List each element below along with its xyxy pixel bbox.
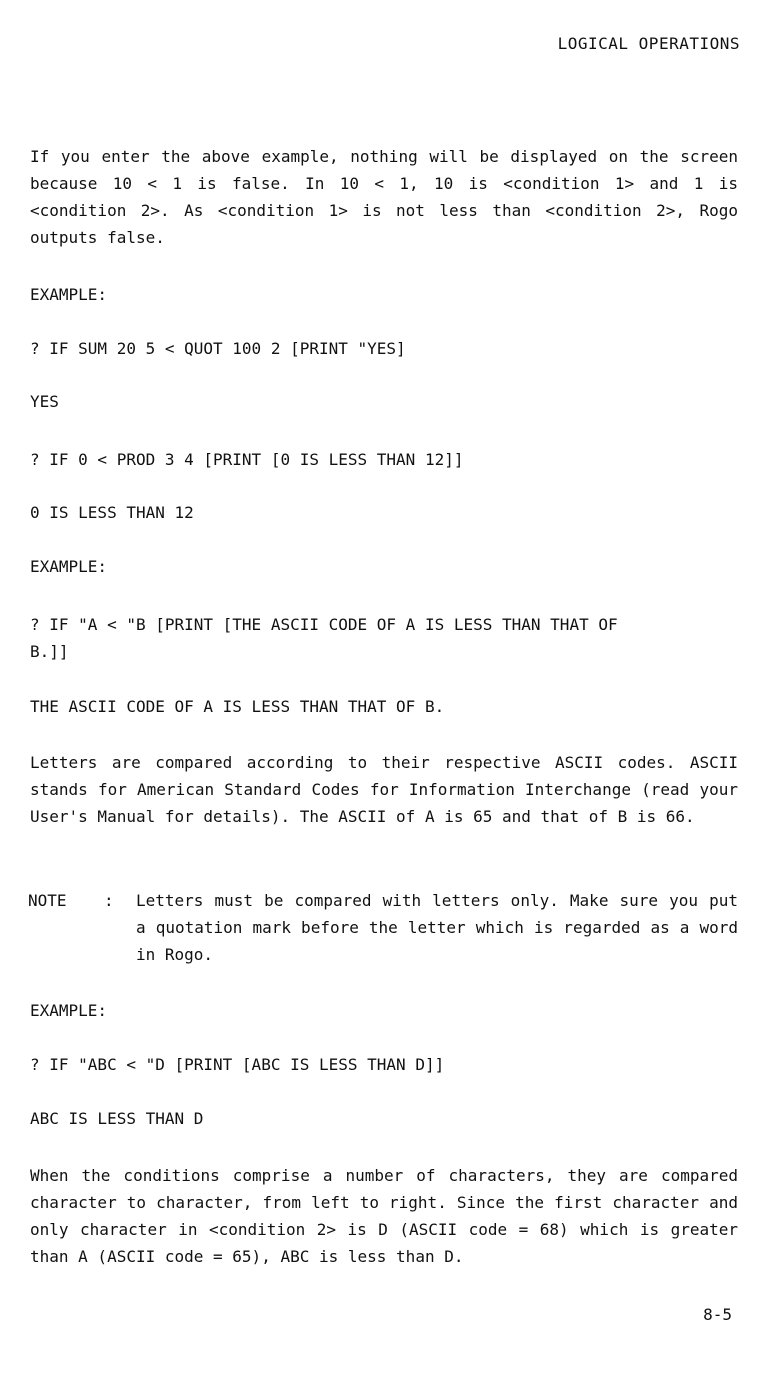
paragraph-character-comparison: When the conditions comprise a number of characters, they are compared character to character, from left to right. Since the first character and only character in <condition 2> is D (ASCII code = 68) which is greater than A (ASCII code = 65), ABC is less than D.	[30, 1166, 738, 1266]
code-output: THE ASCII CODE OF A IS LESS THAN THAT OF B.	[30, 697, 445, 716]
code-output: 0 IS LESS THAN 12	[30, 503, 194, 522]
note-text: Letters must be compared with letters only. Make sure you put a quotation mark before the letter which is regarded as a word in Rogo.	[136, 891, 738, 964]
paragraph-ascii-explanation: Letters are compared according to their respective ASCII codes. ASCII stands for American Standard Codes for Information Interchange (read your User's Manual for details). The ASCII of A is 65 and that of B is 66.	[30, 753, 738, 826]
code-line: ? IF "ABC < "D [PRINT [ABC IS LESS THAN D]]	[30, 1055, 445, 1074]
code-line: ? IF "A < "B [PRINT [THE ASCII CODE OF A IS LESS THAN THAT OF	[30, 615, 618, 634]
example-label: EXAMPLE:	[30, 1001, 108, 1020]
note-label: NOTE	[28, 891, 67, 910]
code-line: ? IF SUM 20 5 < QUOT 100 2 [PRINT "YES]	[30, 339, 406, 358]
code-line-continuation: B.]]	[30, 642, 69, 661]
running-header: LOGICAL OPERATIONS	[557, 34, 740, 53]
example-label: EXAMPLE:	[30, 557, 108, 576]
note-colon: :	[104, 891, 114, 910]
code-output: YES	[30, 392, 59, 411]
code-output: ABC IS LESS THAN D	[30, 1109, 204, 1128]
page-number: 8-5	[703, 1305, 732, 1324]
example-label: EXAMPLE:	[30, 285, 108, 304]
code-line: ? IF 0 < PROD 3 4 [PRINT [0 IS LESS THAN 12]]	[30, 450, 464, 469]
paragraph-condition-explanation: If you enter the above example, nothing will be displayed on the screen because 10 < 1 is false. In 10 < 1, 10 is <condition 1> and 1 is <condition 2>. As <condition 1> is not less than <condition 2>, Rogo outputs false.	[30, 147, 738, 247]
